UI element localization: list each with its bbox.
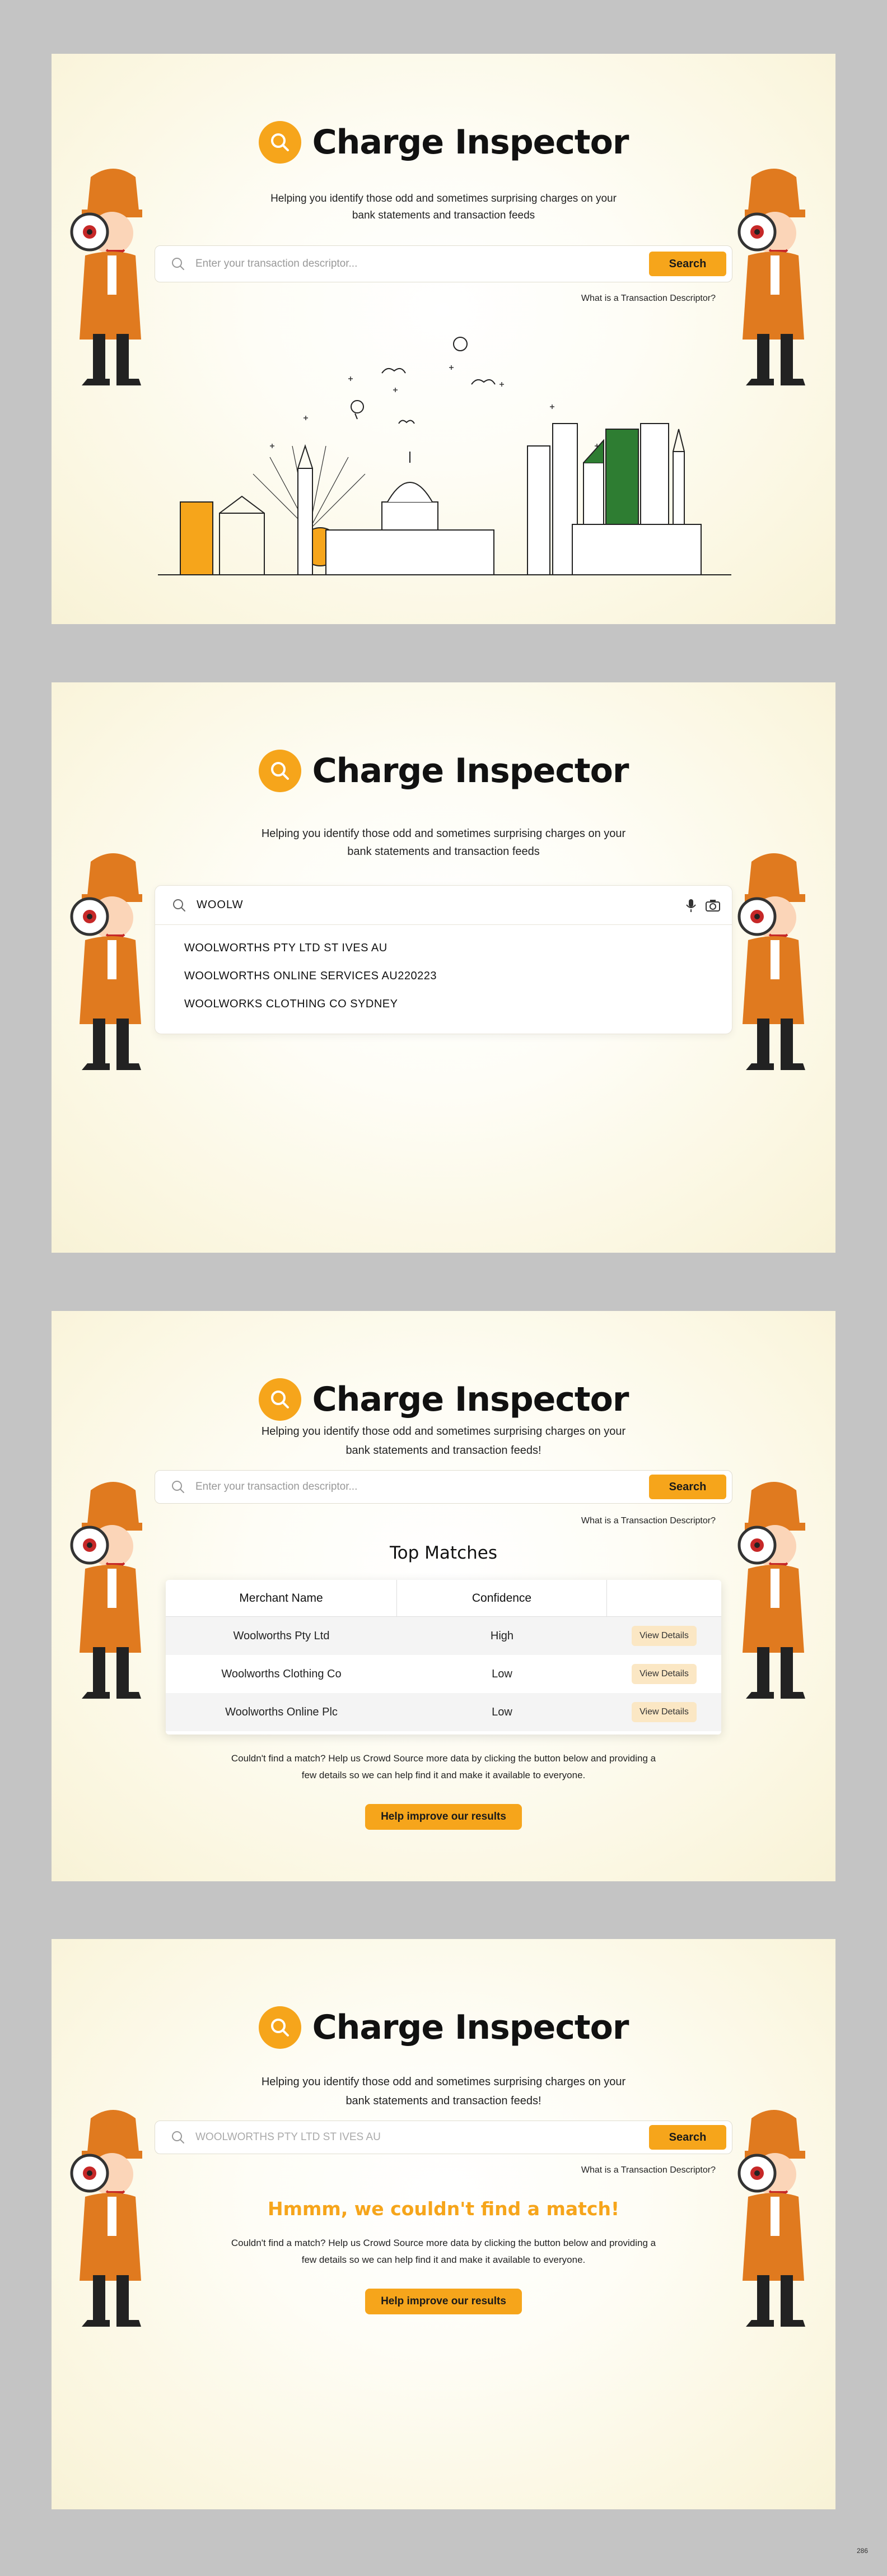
suggestion-list	[155, 925, 732, 1018]
merchant-name: Woolworths Clothing Co	[221, 1667, 342, 1680]
results-table	[166, 1580, 721, 1735]
table-header	[166, 1580, 721, 1617]
column-header: Confidence	[397, 1580, 607, 1616]
search-icon	[171, 2130, 185, 2145]
results-title: Top Matches	[390, 1543, 497, 1563]
logo	[52, 2006, 835, 2049]
descriptor-help-link[interactable]: What is a Transaction Descriptor?	[581, 1516, 716, 1526]
search-bar[interactable]	[155, 886, 732, 925]
merchant-name: Woolworths Pty Ltd	[233, 1629, 330, 1642]
logo	[52, 1378, 835, 1421]
autocomplete-dropdown	[155, 885, 732, 1034]
tagline: Helping you identify those odd and sometimes surprising charges on your bank statements and transaction feeds	[270, 193, 617, 221]
detective-illustration	[735, 850, 819, 1075]
detective-illustration	[735, 166, 819, 390]
search-button[interactable]: Search	[649, 2125, 726, 2150]
logo	[52, 121, 835, 164]
camera-icon[interactable]	[705, 899, 721, 912]
logo-search-icon	[259, 750, 301, 792]
logo	[52, 750, 835, 792]
suggestion-item[interactable]: WOOLWORTHS ONLINE SERVICES AU220223	[184, 970, 437, 982]
search-input[interactable]: WOOLW	[197, 899, 244, 911]
descriptor-help-link[interactable]: What is a Transaction Descriptor?	[581, 294, 716, 303]
column-header: Merchant Name	[166, 1580, 397, 1616]
tagline: Helping you identify those odd and sometimes surprising charges on your bank statements and transaction feeds	[261, 827, 626, 858]
logo-search-icon	[259, 121, 301, 164]
search-input[interactable]: WOOLWORTHS PTY LTD ST IVES AU	[195, 2131, 381, 2143]
tagline: Helping you identify those odd and sometimes surprising charges on your bank statements and transaction feeds!	[261, 1425, 626, 1457]
descriptor-help-link[interactable]: What is a Transaction Descriptor?	[581, 2165, 716, 2175]
detective-illustration	[68, 2107, 152, 2331]
table-row	[166, 1655, 721, 1693]
detective-illustration	[68, 1479, 152, 1703]
column-header	[607, 1580, 721, 1616]
brand-title: Charge Inspector	[312, 751, 629, 791]
detective-illustration	[735, 2107, 819, 2331]
screen-no-match	[52, 1939, 835, 2509]
confidence-value: Low	[492, 1705, 512, 1718]
search-input[interactable]: Enter your transaction descriptor...	[195, 258, 358, 269]
detective-illustration	[735, 1479, 819, 1703]
brand-title: Charge Inspector	[312, 2008, 629, 2047]
view-details-button[interactable]: View Details	[632, 1626, 697, 1646]
screen-autocomplete	[52, 682, 835, 1253]
view-details-button[interactable]: View Details	[632, 1702, 697, 1722]
crowd-source-note: Couldn't find a match? Help us Crowd Source more data by clicking the button below and providing a few details so we can help find it and make it available to everyone.	[231, 2238, 656, 2265]
table-row	[166, 1693, 721, 1731]
view-details-button[interactable]: View Details	[632, 1664, 697, 1684]
search-bar[interactable]	[155, 2121, 732, 2154]
screen-landing	[52, 54, 835, 624]
search-icon	[171, 1480, 185, 1494]
logo-search-icon	[259, 2006, 301, 2049]
city-skyline-illustration	[158, 334, 731, 597]
brand-title: Charge Inspector	[312, 123, 629, 162]
table-row	[166, 1617, 721, 1655]
confidence-value: Low	[492, 1667, 512, 1680]
detective-illustration	[68, 850, 152, 1075]
suggestion-item[interactable]: WOOLWORTHS PTY LTD ST IVES AU	[184, 942, 388, 954]
page-number: 286	[857, 2547, 869, 2555]
detective-illustration	[68, 166, 152, 390]
screen-results	[52, 1311, 835, 1881]
search-icon	[171, 257, 185, 271]
brand-title: Charge Inspector	[312, 1380, 629, 1419]
logo-search-icon	[259, 1378, 301, 1421]
crowd-source-note: Couldn't find a match? Help us Crowd Source more data by clicking the button below and providing a few details so we can help find it and make it available to everyone.	[231, 1753, 656, 1780]
no-match-title: Hmmm, we couldn't find a match!	[267, 2198, 620, 2220]
confidence-value: High	[490, 1629, 514, 1642]
search-bar[interactable]	[155, 245, 732, 282]
microphone-icon[interactable]	[685, 898, 697, 913]
help-improve-button[interactable]: Help improve our results	[365, 2289, 522, 2314]
search-input[interactable]: Enter your transaction descriptor...	[195, 1481, 358, 1492]
search-icon	[172, 898, 186, 913]
suggestion-item[interactable]: WOOLWORKS CLOTHING CO SYDNEY	[184, 998, 398, 1010]
search-bar[interactable]	[155, 1470, 732, 1504]
help-improve-button[interactable]: Help improve our results	[365, 1804, 522, 1830]
search-button[interactable]: Search	[649, 252, 726, 276]
search-button[interactable]: Search	[649, 1475, 726, 1499]
merchant-name: Woolworths Online Plc	[225, 1705, 338, 1718]
tagline: Helping you identify those odd and sometimes surprising charges on your bank statements and transaction feeds!	[261, 2076, 626, 2107]
